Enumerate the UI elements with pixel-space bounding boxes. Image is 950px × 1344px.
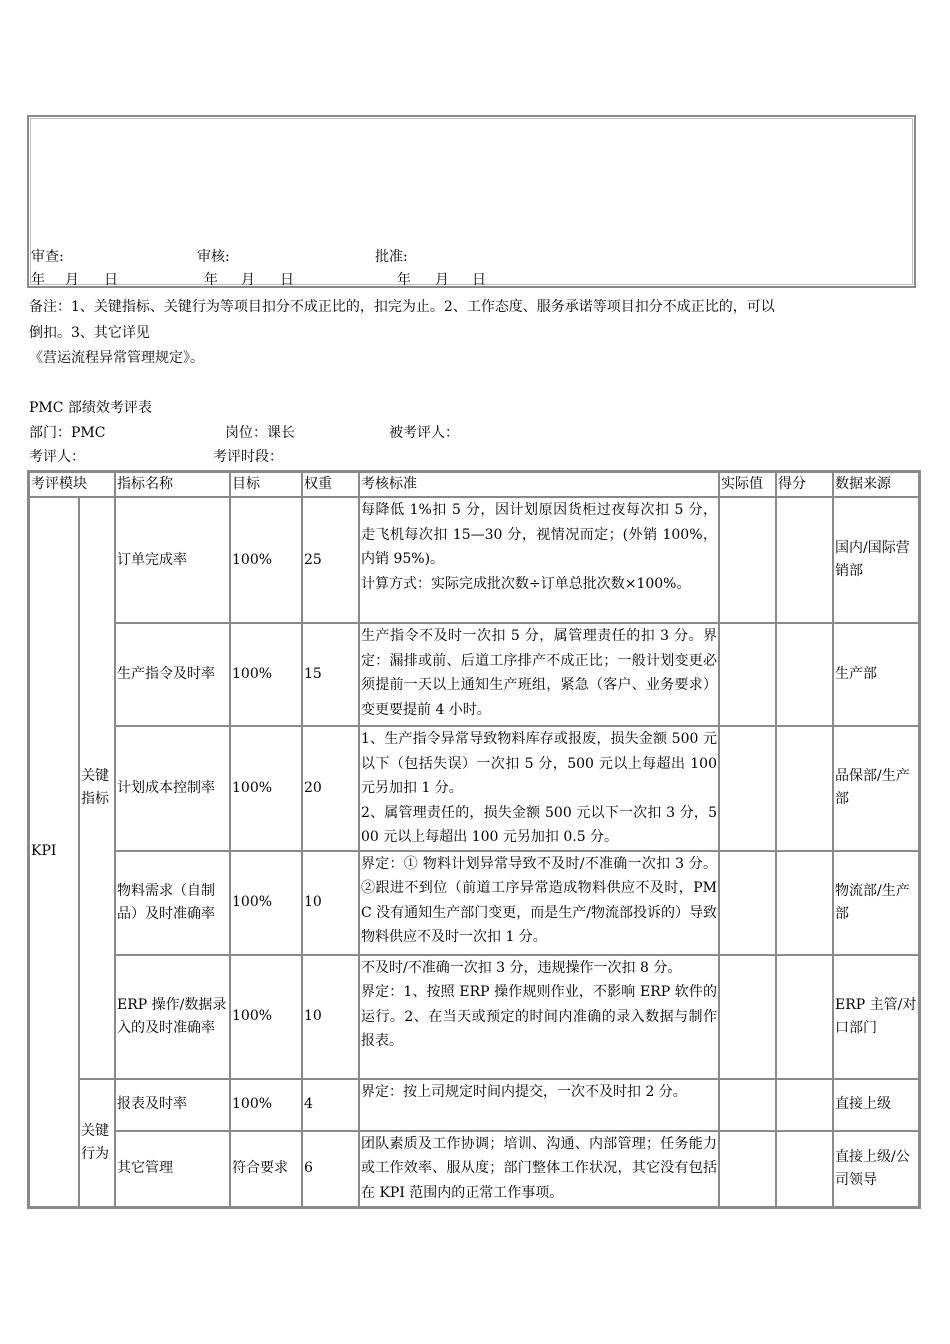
approve-label: 批准: (375, 249, 408, 265)
indicator-weight: 10 (302, 955, 359, 1079)
table-header-row (29, 472, 919, 497)
header-cell: 权重 (302, 472, 359, 497)
data-source: 品保部/生产部 (833, 726, 919, 851)
assessee-field: 被考评人： (389, 425, 459, 441)
actual-value-cell[interactable] (719, 851, 776, 955)
indicator-target: 100% (230, 623, 302, 726)
standard-text-2: 界定：1、按照 ERP 操作规则作业，不影响 ERP 软件的运行。2、在当天或预定的时间内准确的录入数据与制作报表。 (361, 984, 717, 1049)
indicator-standard (359, 726, 719, 851)
header-cell: 目标 (230, 472, 302, 497)
date-day: 日 (104, 272, 118, 288)
indicator-weight: 20 (302, 726, 359, 851)
score-cell[interactable] (776, 726, 833, 851)
indicator-weight: 10 (302, 851, 359, 955)
audit-label: 审核: (197, 249, 230, 265)
actual-value-cell[interactable] (719, 1131, 776, 1207)
signature-labels-row (31, 247, 911, 267)
data-source: ERP 主管/对口部门 (833, 955, 919, 1079)
actual-value-cell[interactable] (719, 497, 776, 623)
indicator-standard (359, 955, 719, 1079)
indicator-weight: 25 (302, 497, 359, 623)
table-row (29, 726, 919, 851)
assessor-field: 考评人： (29, 449, 85, 465)
indicator-name: 物料需求（自制品）及时准确率 (115, 851, 230, 955)
note-line-1: 备注：1、关键指标、关键行为等项目扣分不成正比的，扣完为止。2、工作态度、服务承诺等项目扣分不成正比的，可以 (29, 299, 775, 315)
indicator-standard: 团队素质及工作协调；培训、沟通、内部管理；任务能力或工作效率、服从度；部门整体工作状况，其它没有包括在 KPI 范围内的正常工作事项。 (359, 1131, 719, 1207)
standard-formula: 计算方式：实际完成批次数÷订单总批次数×100%。 (361, 575, 691, 592)
score-cell[interactable] (776, 955, 833, 1079)
indicator-standard: 生产指令不及时一次扣 5 分，属管理责任的扣 3 分。界定：漏排或前、后道工序排产不成正比；一般计划变更必须提前一天以上通知生产班组，紧急（客户、业务要求）变更要提前 4 小时。 (359, 623, 719, 726)
standard-text: 每降低 1%扣 5 分，因计划原因货柜过夜每次扣 5 分，走飞机每次扣 15—30 分，视情况而定；(外销 100%，内销 95%)。 (361, 502, 717, 567)
actual-value-cell[interactable] (719, 955, 776, 1079)
data-source: 直接上级 (833, 1079, 919, 1131)
score-cell[interactable] (776, 623, 833, 726)
indicator-name: 订单完成率 (115, 497, 230, 623)
date-year: 年 (397, 272, 411, 288)
period-field: 考评时段： (213, 449, 283, 465)
data-source: 国内/国际营销部 (833, 497, 919, 623)
indicator-target: 100% (230, 851, 302, 955)
note-line-2: 倒扣。3、其它详见 (29, 325, 150, 341)
standard-text: 不及时/不准确一次扣 3 分，违规操作一次扣 8 分。 (361, 959, 682, 976)
date-day: 日 (472, 272, 486, 288)
table-row (29, 851, 919, 955)
standard-text: 1、生产指令异常导致物料库存或报废，损失金额 500 元以下（包括失误）一次扣 5 分，500 元以上每超出 100 元另加扣 1 分。 (361, 731, 717, 796)
header-cell: 得分 (776, 472, 833, 497)
table-row (29, 955, 919, 1079)
indicator-target: 100% (230, 497, 302, 623)
module-cell: KPI (29, 497, 79, 1207)
date-day: 日 (280, 272, 294, 288)
indicator-target: 符合要求 (230, 1131, 302, 1207)
indicator-weight: 15 (302, 623, 359, 726)
score-cell[interactable] (776, 851, 833, 955)
table-row (29, 1079, 919, 1131)
table-row (29, 497, 919, 623)
indicator-name: ERP 操作/数据录入的及时准确率 (115, 955, 230, 1079)
table-row (29, 623, 919, 726)
score-cell[interactable] (776, 1131, 833, 1207)
indicator-name: 其它管理 (115, 1131, 230, 1207)
standard-text-2: 2、属管理责任的，损失金额 500 元以下一次扣 3 分，500 元以上每超出 100 元另加扣 0.5 分。 (361, 804, 717, 845)
indicator-weight: 6 (302, 1131, 359, 1207)
kpi-table (27, 470, 921, 1209)
score-cell[interactable] (776, 1079, 833, 1131)
indicator-name: 生产指令及时率 (115, 623, 230, 726)
header-cell: 指标名称 (115, 472, 230, 497)
table-row (29, 1131, 919, 1207)
data-source: 物流部/生产部 (833, 851, 919, 955)
header-cell: 考核标准 (359, 472, 719, 497)
indicator-target: 100% (230, 1079, 302, 1131)
date-year: 年 (31, 272, 45, 288)
department-field: 部门：PMC (29, 425, 106, 441)
date-month: 月 (241, 272, 255, 288)
indicator-weight: 4 (302, 1079, 359, 1131)
group-behavior-cell: 关键行为 (79, 1079, 115, 1207)
indicator-standard (359, 497, 719, 623)
indicator-standard: 界定：按上司规定时间内提交，一次不及时扣 2 分。 (359, 1079, 719, 1131)
data-source: 直接上级/公司领导 (833, 1131, 919, 1207)
date-month: 月 (435, 272, 449, 288)
position-field: 岗位：课长 (225, 425, 295, 441)
indicator-name: 报表及时率 (115, 1079, 230, 1131)
signature-dates-row (31, 270, 911, 290)
indicator-name: 计划成本控制率 (115, 726, 230, 851)
note-line-3: 《营运流程异常管理规定》。 (29, 350, 204, 366)
date-month: 月 (65, 272, 79, 288)
header-cell: 数据来源 (833, 472, 919, 497)
actual-value-cell[interactable] (719, 726, 776, 851)
date-year: 年 (204, 272, 218, 288)
form-title: PMC 部绩效考评表 (29, 400, 152, 416)
review-label: 审查: (31, 249, 64, 265)
actual-value-cell[interactable] (719, 623, 776, 726)
indicator-target: 100% (230, 726, 302, 851)
signature-box (27, 115, 916, 288)
actual-value-cell[interactable] (719, 1079, 776, 1131)
group-kpi-cell: 关键指标 (79, 497, 115, 1079)
header-cell: 考评模块 (29, 472, 115, 497)
data-source: 生产部 (833, 623, 919, 726)
indicator-standard: 界定：① 物料计划异常导致不及时/不准确一次扣 3 分。②跟进不到位（前道工序异常造成物料供应不及时，PMC 没有通知生产部门变更，而是生产/物流部投诉的）导致物料供应不及时一次扣 1 分。 (359, 851, 719, 955)
indicator-target: 100% (230, 955, 302, 1079)
score-cell[interactable] (776, 497, 833, 623)
header-cell: 实际值 (719, 472, 776, 497)
